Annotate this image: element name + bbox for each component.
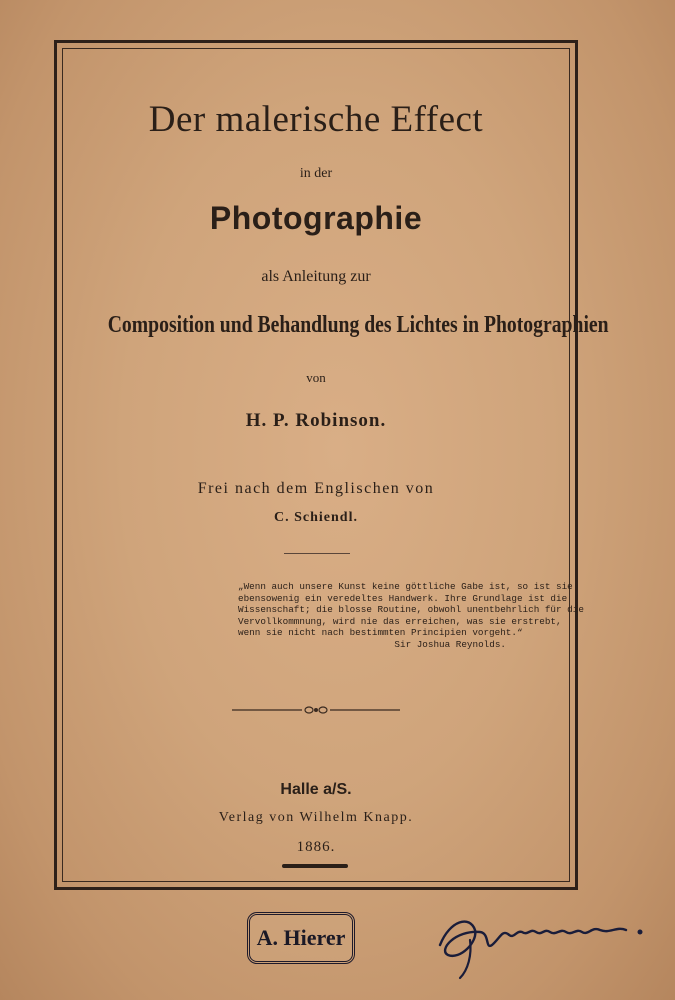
small-rule-divider xyxy=(284,553,350,554)
handwritten-signature xyxy=(430,900,660,980)
epigraph-line: ebensowenig ein veredeltes Handwerk. Ihre Grundlage ist die xyxy=(238,592,568,604)
stamp-text: A. Hierer xyxy=(256,925,346,950)
subject-title: Photographie xyxy=(209,200,423,236)
epigraph-attribution: Sir Joshua Reynolds. xyxy=(394,638,506,650)
epigraph-quote xyxy=(238,581,584,650)
author-name: H. P. Robinson. xyxy=(245,410,387,431)
title-page-content xyxy=(62,48,609,882)
publication-place: Halle a/S. xyxy=(280,781,352,798)
year-underline xyxy=(282,864,348,868)
book-title: Der malerische Effect xyxy=(148,99,484,140)
in-der-text: in der xyxy=(299,166,333,181)
von-text: von xyxy=(306,370,326,385)
owner-stamp xyxy=(247,912,355,964)
translator-name: C. Schiendl. xyxy=(274,510,358,525)
epigraph-line: Vervollkommnung, wird nie das erreichen, was sie erstrebt, xyxy=(238,615,562,627)
anleitung-text: als Anleitung zur xyxy=(261,268,371,285)
epigraph-line: wenn sie nicht nach bestimmten Principien vorgeht.“ xyxy=(238,627,523,638)
epigraph-line: „Wenn auch unsere Kunst keine göttliche Gabe ist, so ist sie xyxy=(238,581,573,592)
ornament-divider-icon xyxy=(232,702,400,718)
publication-year: 1886. xyxy=(296,839,336,855)
composition-subtitle: Composition und Behandlung des Lichtes in Photographien xyxy=(107,312,609,338)
translation-note: Frei nach dem Englischen von xyxy=(197,480,435,497)
publisher-name: Verlag von Wilhelm Knapp. xyxy=(218,810,414,825)
epigraph-line: Wissenschaft; die blosse Routine, obwohl unentbehrlich für die xyxy=(238,604,584,615)
